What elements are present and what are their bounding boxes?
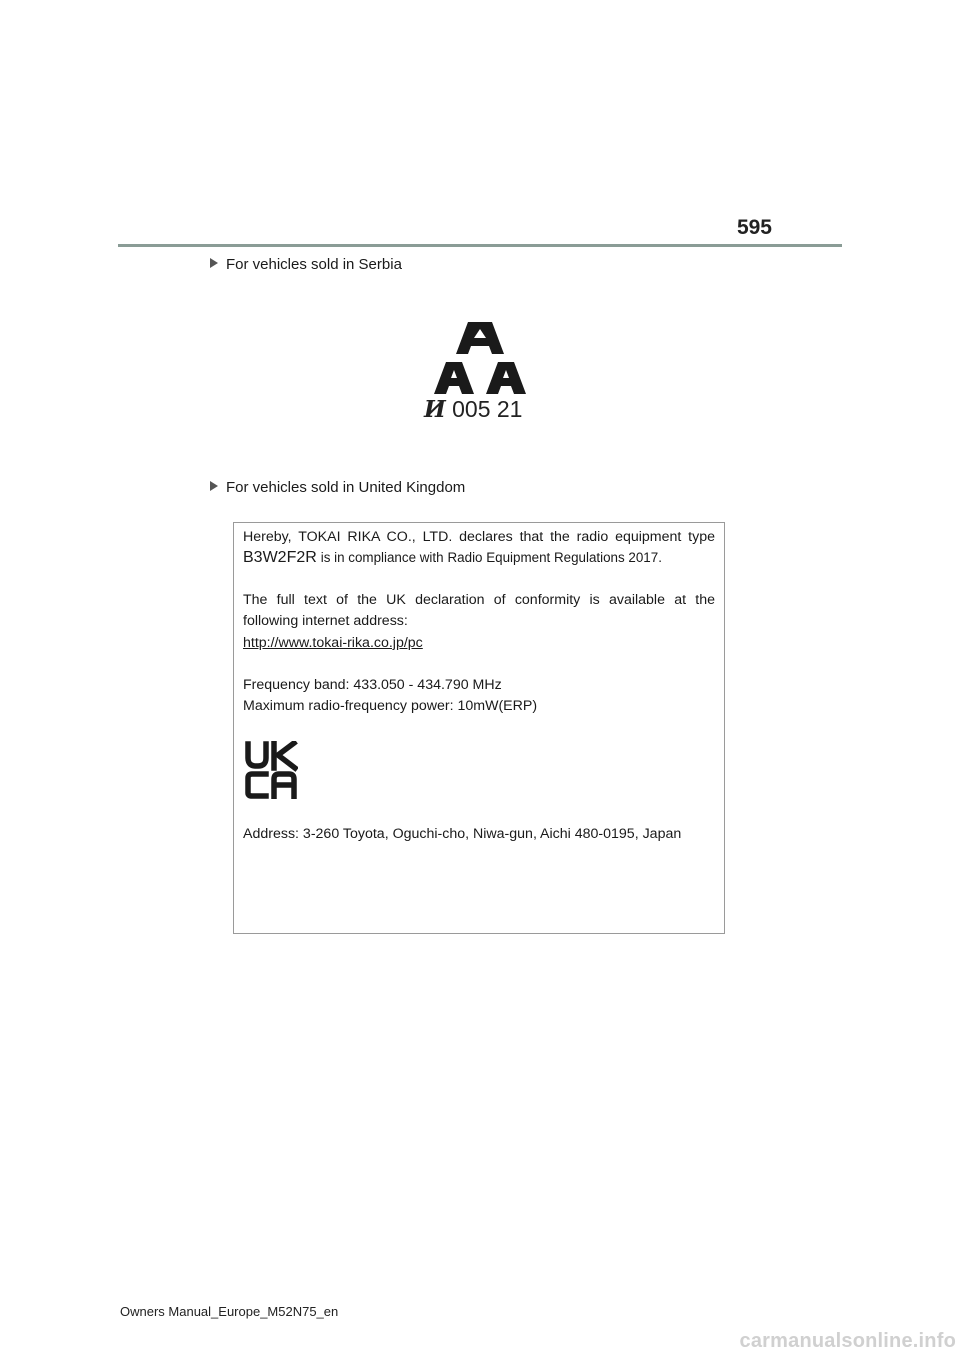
- compliance-line: [243, 548, 715, 568]
- uk-declaration-box: [233, 522, 725, 934]
- compliance-text: is in compliance with: [320, 550, 444, 565]
- conformity-line: The full text of the UK declaration of conformity is available at the: [243, 592, 715, 608]
- serbia-heading-text: For vehicles sold in Serbia: [226, 256, 402, 273]
- declaration-line: Hereby, TOKAI RIKA CO., LTD. declares that the radio equipment type: [243, 529, 715, 545]
- serbia-heading: [210, 256, 402, 273]
- serbia-mark-code: [424, 396, 522, 423]
- left-triangle: [434, 362, 474, 394]
- serbia-certification-mark: [420, 318, 540, 430]
- bullet-triangle-icon: [210, 258, 218, 268]
- manufacturer-address: Address: 3-260 Toyota, Oguchi-cho, Niwa-gun, Aichi 480-0195, Japan: [243, 826, 682, 842]
- uk-heading-text: For vehicles sold in United Kingdom: [226, 479, 466, 496]
- conformity-line-2: following internet address:: [243, 613, 408, 629]
- footer-manual-id: Owners Manual_Europe_M52N75_en: [120, 1304, 339, 1319]
- right-triangle: [486, 362, 526, 394]
- serbia-triangles-icon: [432, 318, 528, 394]
- max-power: Maximum radio-frequency power: 10mW(ERP): [243, 698, 538, 714]
- regulation-text: Radio Equipment Regulations 2017.: [447, 550, 662, 565]
- top-triangle: [456, 322, 504, 354]
- serbia-mark-prefix: И: [424, 396, 446, 423]
- watermark: carmanualsonline.info: [739, 1330, 956, 1352]
- ukca-logo-icon: [244, 741, 298, 799]
- header-rule: [118, 244, 842, 247]
- uk-heading: [210, 479, 465, 496]
- declaration-url[interactable]: http://www.tokai-rika.co.jp/pc: [243, 635, 423, 651]
- serbia-mark-number: 005 21: [452, 396, 523, 422]
- frequency-band: Frequency band: 433.050 - 434.790 MHz: [243, 677, 502, 693]
- bullet-triangle-icon: [210, 481, 218, 491]
- page-number: 595: [736, 216, 772, 239]
- model-number: B3W2F2R: [243, 549, 317, 566]
